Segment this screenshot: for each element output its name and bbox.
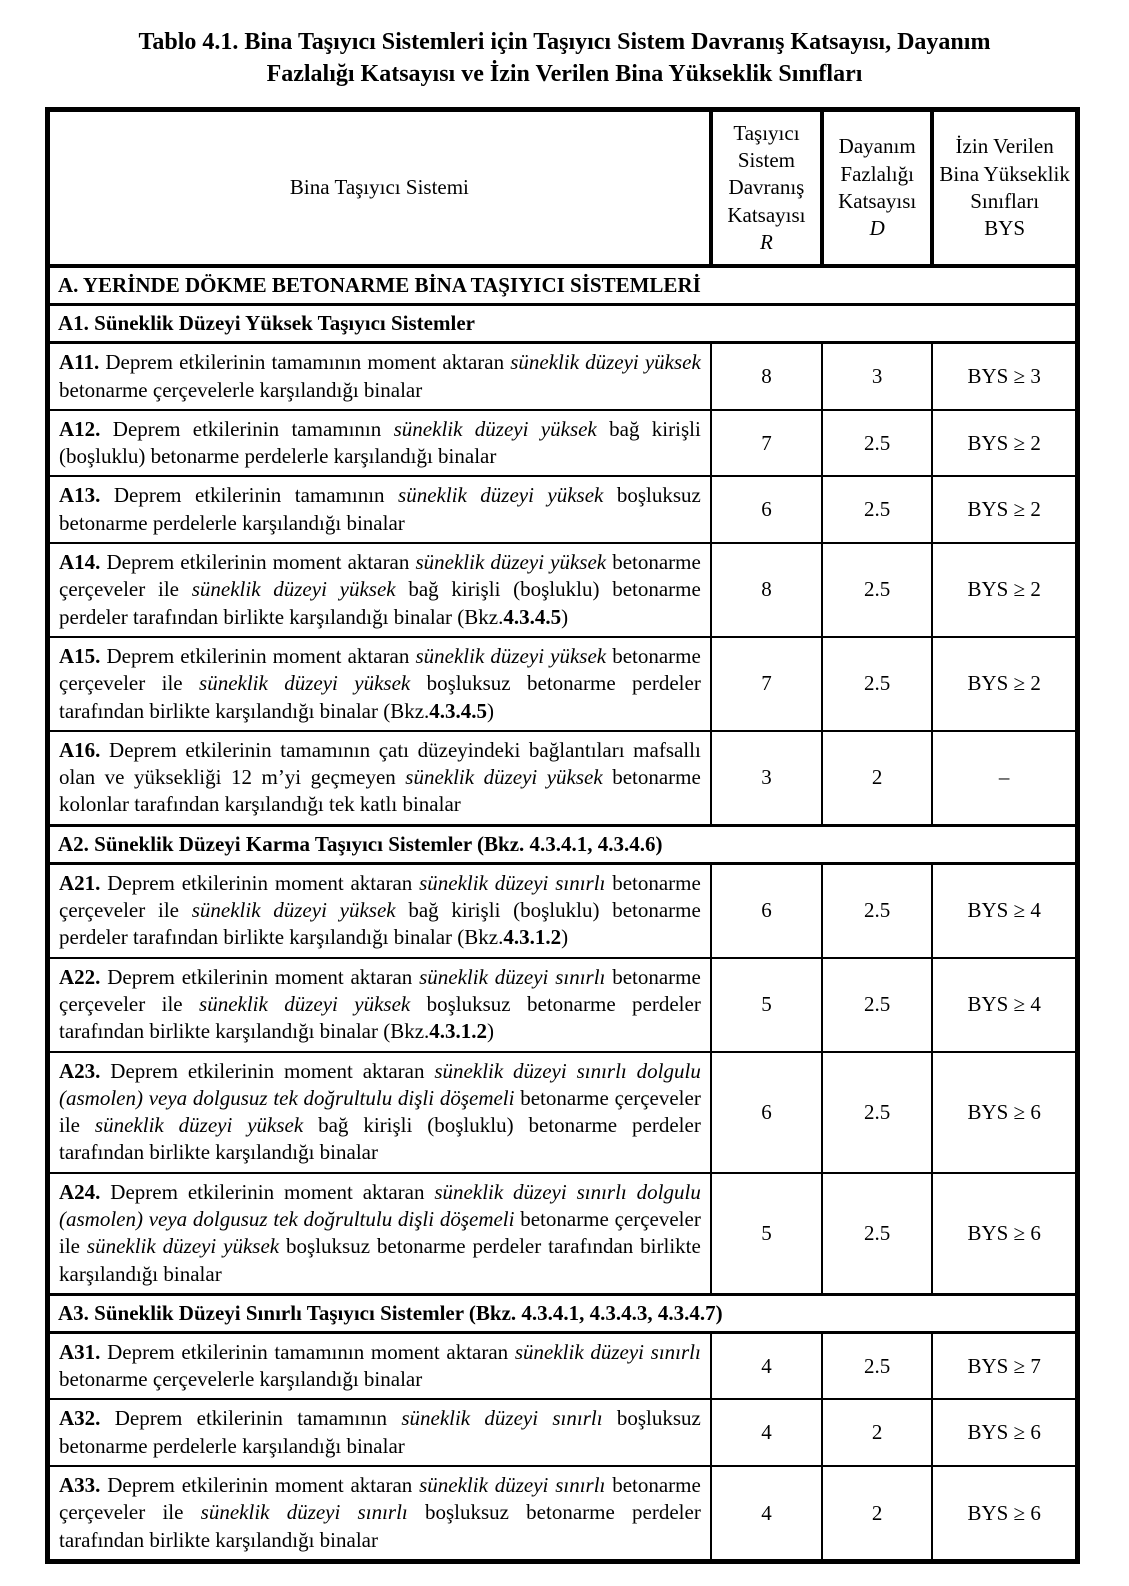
system-description (48, 343, 711, 410)
description-text: betonarme çerçeveler ile (59, 550, 701, 602)
bys-value: BYS ≥ 4 (932, 958, 1077, 1052)
table-row (48, 863, 1078, 957)
d-value: 2 (822, 1399, 932, 1466)
description-text: Deprem etkilerinin moment aktaran (100, 550, 416, 575)
description-italic-text: süneklik düzeyi yüksek (405, 765, 603, 790)
description-italic-text: süneklik düzeyi yüksek (415, 550, 607, 575)
description-italic-text: süneklik düzeyi sınırlı (419, 964, 606, 989)
col-header-symbol-r: R (760, 229, 773, 254)
d-value: 2.5 (822, 410, 932, 477)
d-value: 2.5 (822, 1332, 932, 1399)
description-text: boşluksuz betonarme perdeler tarafından birlikte karşılandığı binalar (Bkz. (59, 671, 701, 723)
bys-value: BYS ≥ 2 (932, 476, 1077, 543)
description-text: bağ kirişli (boşluklu) betonarme perdeler tarafından birlikte karşılandığı binalar (Bkz. (59, 898, 701, 950)
col-header-label: Dayanım Fazlalığı Katsayısı (838, 134, 917, 214)
table-row (48, 1173, 1078, 1295)
description-text: betonarme çerçeveler ile (59, 870, 701, 923)
description-bold-text: A11. (59, 350, 100, 375)
description-italic-text: süneklik düzeyi sınırlı (200, 1500, 408, 1525)
description-italic-text: süneklik düzeyi yüksek (393, 416, 597, 441)
description-text: betonarme kolonlar tarafından karşılandığı tek katlı binalar (59, 765, 701, 817)
r-value: 6 (711, 476, 822, 543)
r-value: 3 (711, 731, 822, 825)
description-italic-text: süneklik düzeyi sınırlı (419, 1473, 606, 1498)
description-text: ) (561, 925, 569, 950)
r-value: 4 (711, 1399, 822, 1466)
description-text: Deprem etkilerinin tamamının (100, 416, 394, 441)
table-row (48, 1399, 1078, 1466)
description-text: bağ kirişli (boşluklu) betonarme perdelerle karşılandığı binalar (59, 416, 701, 469)
system-description (48, 476, 711, 543)
bys-value: BYS ≥ 6 (932, 1399, 1077, 1466)
description-bold-text: 4.3.4.5 (429, 698, 488, 723)
r-value: 8 (711, 343, 822, 410)
table-row (48, 1294, 1078, 1332)
description-text: betonarme çerçevelerle karşılandığı binalar (59, 377, 423, 402)
table-row (48, 410, 1078, 477)
description-italic-text: süneklik düzeyi sınırlı (419, 870, 606, 895)
description-italic-text: süneklik düzeyi yüksek (94, 1113, 304, 1138)
description-text: Deprem etkilerinin tamamının (100, 1406, 402, 1431)
table-row (48, 543, 1078, 637)
description-text: ) (487, 1019, 495, 1044)
description-text: betonarme çerçeveler ile (59, 964, 701, 1016)
col-header-r (711, 109, 822, 266)
bys-value: BYS ≥ 2 (932, 543, 1077, 637)
d-value: 2.5 (822, 863, 932, 957)
description-italic-text: süneklik düzeyi yüksek (510, 350, 701, 375)
col-header-symbol-d: D (869, 216, 885, 241)
system-description (48, 1173, 711, 1295)
system-description (48, 863, 711, 957)
description-italic-text: süneklik düzeyi sınırlı dolgulu (asmolen) veya dolgusuz tek doğrultulu dişli döşemeli (59, 1179, 701, 1231)
system-description (48, 637, 711, 731)
description-bold-text: 4.3.1.2 (503, 925, 562, 950)
system-description (48, 1052, 711, 1173)
description-italic-text: süneklik düzeyi yüksek (191, 577, 396, 602)
system-description (48, 410, 711, 477)
description-text: betonarme çerçeveler ile (59, 1206, 701, 1259)
d-value: 2.5 (822, 476, 932, 543)
table-row (48, 305, 1078, 343)
col-header-label: Taşıyıcı Sistem Davranış Katsayısı (727, 120, 806, 227)
description-text: boşluksuz betonarme perdeler tarafından birlikte karşılandığı binalar (Bkz. (59, 991, 701, 1044)
description-bold-text: A22. (59, 964, 101, 989)
d-value: 3 (822, 343, 932, 410)
description-bold-text: A33. (59, 1473, 101, 1498)
bys-value: BYS ≥ 6 (932, 1173, 1077, 1295)
d-value: 2.5 (822, 1052, 932, 1173)
d-value: 2 (822, 1466, 932, 1561)
description-italic-text: süneklik düzeyi yüksek (191, 898, 396, 923)
table-header (48, 109, 1078, 266)
section-header: A3. Süneklik Düzeyi Sınırlı Taşıyıcı Sistemler (Bkz. 4.3.4.1, 4.3.4.3, 4.3.4.7) (48, 1294, 1078, 1332)
table-row (48, 1466, 1078, 1561)
description-text: Deprem etkilerinin moment aktaran (100, 870, 420, 895)
description-text: Deprem etkilerinin moment aktaran (100, 643, 416, 668)
description-bold-text: A31. (59, 1339, 101, 1364)
r-value: 4 (711, 1332, 822, 1399)
bys-value: BYS ≥ 2 (932, 637, 1077, 731)
system-description (48, 1399, 711, 1466)
description-text: ) (487, 698, 495, 723)
r-value: 6 (711, 863, 822, 957)
description-bold-text: A24. (59, 1179, 101, 1204)
description-bold-text: A15. (59, 643, 101, 668)
col-header-label: İzin Verilen Bina Yükseklik Sınıfları (939, 134, 1070, 214)
description-text: boşluksuz betonarme perdeler tarafından birlikte karşılandığı binalar (59, 1500, 701, 1552)
description-italic-text: süneklik düzeyi yüksek (199, 671, 411, 696)
description-text: Deprem etkilerinin tamamının moment aktaran (100, 1339, 515, 1364)
system-description (48, 543, 711, 637)
table-row (48, 343, 1078, 410)
description-text: boşluksuz betonarme perdeler tarafından birlikte karşılandığı binalar (59, 1234, 701, 1286)
table-4-1 (45, 107, 1080, 1564)
bys-value: BYS ≥ 3 (932, 343, 1077, 410)
table-row (48, 825, 1078, 863)
col-header-d (822, 109, 932, 266)
description-text: bağ kirişli (boşluklu) betonarme perdeler tarafından birlikte karşılandığı binalar (Bkz. (59, 577, 701, 629)
table-title-line1: Tablo 4.1. Bina Taşıyıcı Sistemleri için Taşıyıcı Sistem Davranış Katsayısı, Dayanım (138, 29, 991, 55)
description-bold-text: A23. (59, 1058, 101, 1083)
description-text: betonarme çerçeveler ile (59, 1473, 701, 1525)
table-row (48, 731, 1078, 825)
description-bold-text: 4.3.4.5 (503, 604, 562, 629)
description-bold-text: A14. (59, 550, 101, 575)
d-value: 2.5 (822, 1173, 932, 1295)
description-bold-text: 4.3.1.2 (429, 1019, 488, 1044)
bys-value: – (932, 731, 1077, 825)
description-bold-text: A13. (59, 483, 101, 508)
description-text: boşluksuz betonarme perdelerle karşılandığı binalar (59, 1406, 701, 1458)
description-bold-text: A16. (59, 737, 101, 762)
description-italic-text: süneklik düzeyi yüksek (199, 991, 411, 1016)
d-value: 2.5 (822, 543, 932, 637)
description-bold-text: A32. (59, 1406, 101, 1431)
section-header: A2. Süneklik Düzeyi Karma Taşıyıcı Sistemler (Bkz. 4.3.4.1, 4.3.4.6) (48, 825, 1078, 863)
table-row (48, 1052, 1078, 1173)
r-value: 8 (711, 543, 822, 637)
description-text: Deprem etkilerinin tamamının moment aktaran (99, 350, 511, 375)
description-text: betonarme çerçevelerle karşılandığı binalar (59, 1367, 423, 1392)
description-italic-text: süneklik düzeyi yüksek (86, 1234, 280, 1259)
description-text: Deprem etkilerinin tamamının çatı düzeyindeki bağlantıları mafsallı olan ve yüksekliği 12 m’yi geçmeyen (59, 737, 701, 790)
col-header-symbol-bys: BYS (984, 216, 1026, 241)
d-value: 2 (822, 731, 932, 825)
r-value: 5 (711, 1173, 822, 1295)
section-header: A1. Süneklik Düzeyi Yüksek Taşıyıcı Sistemler (48, 305, 1078, 343)
bys-value: BYS ≥ 6 (932, 1466, 1077, 1561)
d-value: 2.5 (822, 637, 932, 731)
table-row (48, 1332, 1078, 1399)
col-header-label: Bina Taşıyıcı Sistemi (289, 175, 469, 200)
description-italic-text: süneklik düzeyi yüksek (398, 483, 604, 508)
table-row (48, 266, 1078, 305)
table-row (48, 476, 1078, 543)
description-text: Deprem etkilerinin moment aktaran (100, 1473, 420, 1498)
table-title (60, 26, 1069, 91)
description-text: Deprem etkilerinin tamamının (100, 483, 399, 508)
description-text: betonarme çerçeveler ile (59, 1085, 701, 1138)
table-body (48, 266, 1078, 1561)
system-description (48, 1332, 711, 1399)
bys-value: BYS ≥ 4 (932, 863, 1077, 957)
description-bold-text: A21. (59, 870, 101, 895)
table-title-line2: Fazlalığı Katsayısı ve İzin Verilen Bina Yükseklik Sınıfları (266, 61, 863, 88)
description-italic-text: süneklik düzeyi sınırlı (514, 1339, 701, 1364)
description-text: betonarme çerçeveler ile (59, 643, 701, 696)
description-text: Deprem etkilerinin moment aktaran (100, 1058, 435, 1083)
description-text: Deprem etkilerinin moment aktaran (100, 964, 420, 989)
r-value: 5 (711, 958, 822, 1052)
r-value: 7 (711, 410, 822, 477)
col-header-bina-tasiyici-sistemi (48, 109, 711, 266)
system-description (48, 1466, 711, 1561)
description-italic-text: süneklik düzeyi sınırlı (401, 1406, 603, 1431)
d-value: 2.5 (822, 958, 932, 1052)
description-text: boşluksuz betonarme perdelerle karşılandığı binalar (59, 483, 701, 535)
description-italic-text: süneklik düzeyi sınırlı dolgulu (asmolen) veya dolgusuz tek doğrultulu dişli döşemeli (59, 1058, 701, 1110)
r-value: 7 (711, 637, 822, 731)
description-text: Deprem etkilerinin moment aktaran (100, 1179, 435, 1204)
system-description (48, 731, 711, 825)
table-row (48, 958, 1078, 1052)
bys-value: BYS ≥ 2 (932, 410, 1077, 477)
col-header-bys (932, 109, 1077, 266)
r-value: 6 (711, 1052, 822, 1173)
description-italic-text: süneklik düzeyi yüksek (415, 643, 607, 668)
bys-value: BYS ≥ 6 (932, 1052, 1077, 1173)
description-bold-text: A12. (59, 416, 101, 441)
system-description (48, 958, 711, 1052)
header-row (48, 109, 1078, 266)
r-value: 4 (711, 1466, 822, 1561)
description-text: bağ kirişli (boşluklu) betonarme perdeler tarafından birlikte karşılandığı binalar (59, 1113, 701, 1165)
section-header: A. YERİNDE DÖKME BETONARME BİNA TAŞIYICI SİSTEMLERİ (48, 266, 1078, 305)
description-text: ) (561, 604, 569, 629)
bys-value: BYS ≥ 7 (932, 1332, 1077, 1399)
table-row (48, 637, 1078, 731)
